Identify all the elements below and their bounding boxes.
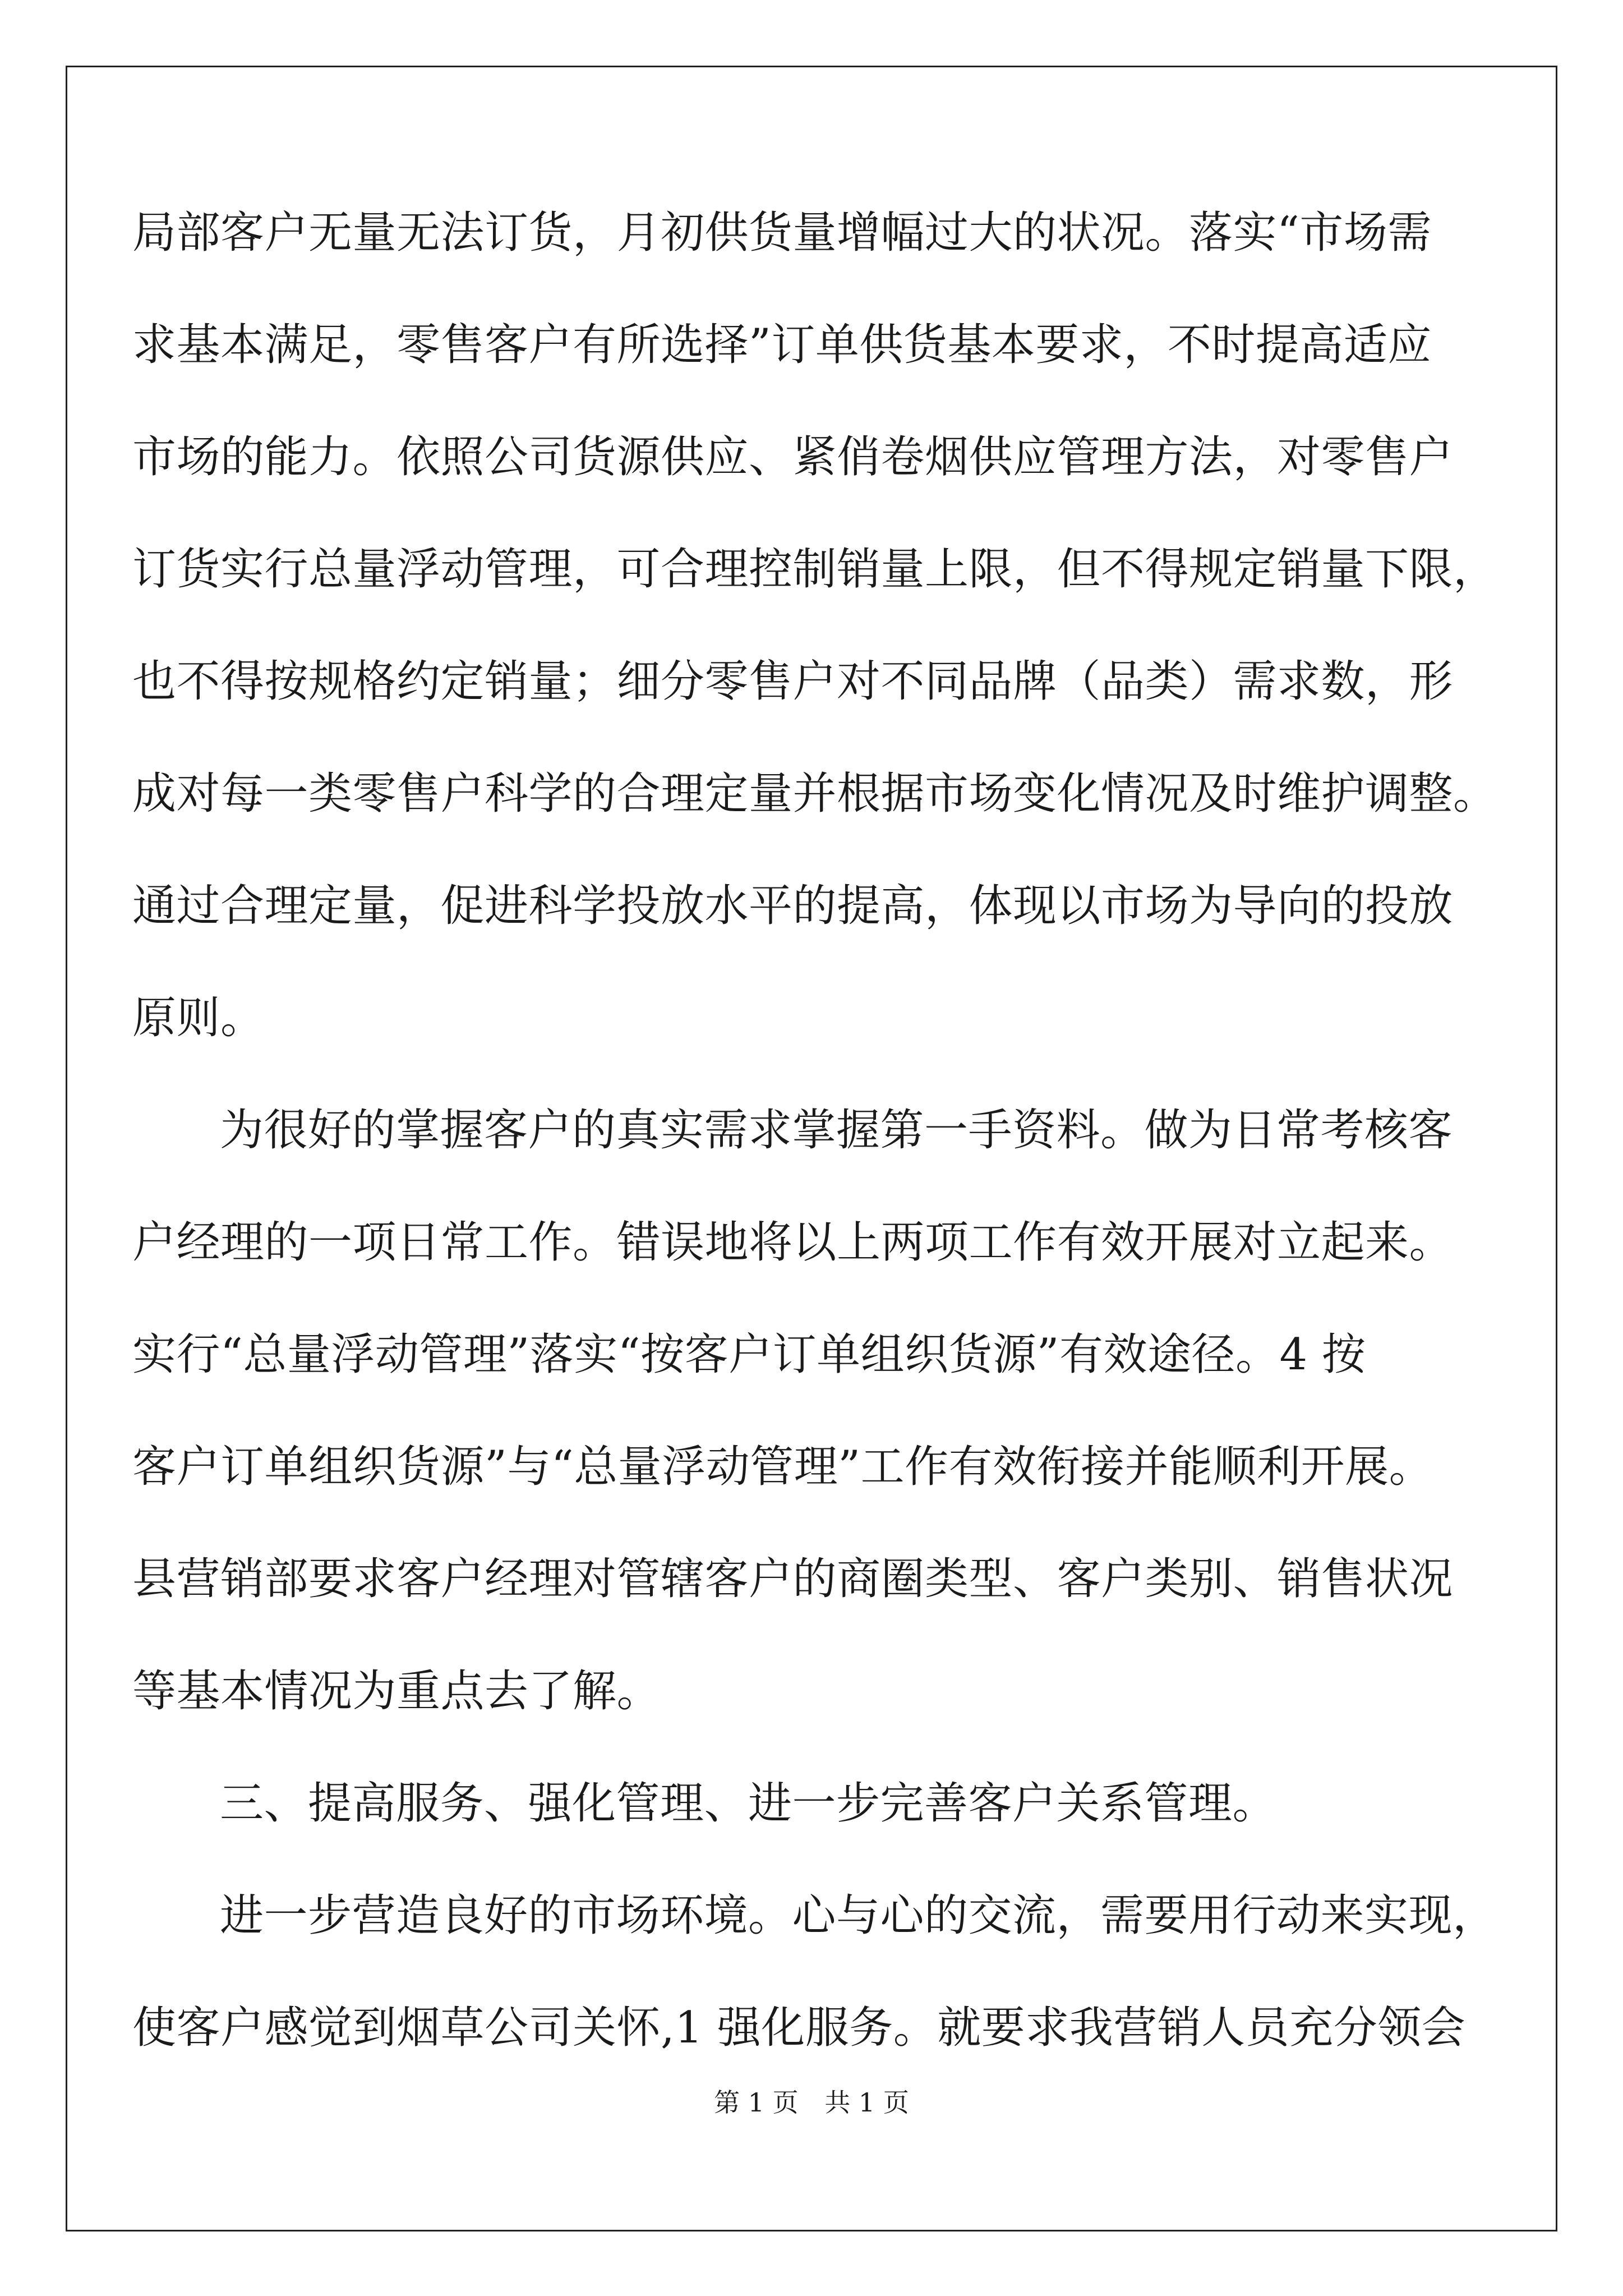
page-footer (0, 2086, 1623, 2119)
text-line: 户经理的一项日常工作。错误地将以上两项工作有效开展对立起来。 (132, 1217, 1454, 1268)
text-line: 进一步营造良好的市场环境。心与心的交流，需要用行动来实现， (220, 1890, 1497, 1941)
document-body (132, 177, 1497, 2084)
text-line: 求基本满足，零售客户有所选择”订单供货基本要求，不时提高适应 (132, 320, 1432, 370)
heading-line: 三、提高服务、强化管理、进一步完善客户关系管理。 (220, 1778, 1277, 1829)
text-line: 局部客户无量无法订货，月初供货量增幅过大的状况。落实“市场需 (132, 208, 1432, 258)
section-heading (132, 1747, 1490, 1860)
text-line: 订货实行总量浮动管理，可合理控制销量上限，但不得规定销量下限， (132, 544, 1497, 595)
text-line: 实行“总量浮动管理”落实“按客户订单组织货源”有效途径。4 按 (132, 1329, 1366, 1380)
page-total: 共 1 页 (824, 2087, 909, 2118)
text-line: 使客户感觉到烟草公司关怀,1 强化服务。就要求我营销人员充分领会 (132, 2003, 1466, 2053)
text-line: 通过合理定量，促进科学投放水平的提高，体现以市场为导向的投放 (132, 881, 1454, 931)
text-line: 市场的能力。依照公司货源供应、紧俏卷烟供应管理方法，对零售户 (132, 432, 1454, 482)
page-number: 第 1 页 (714, 2087, 799, 2118)
paragraph-4 (132, 1860, 1497, 2084)
text-line: 也不得按规格约定销量；细分零售户对不同品牌（品类）需求数，形 (132, 656, 1454, 707)
text-line: 等基本情况为重点去了解。 (132, 1666, 661, 1717)
text-line: 为很好的掌握客户的真实需求掌握第一手资料。做为日常考核客 (220, 1105, 1453, 1156)
paragraph-2 (132, 1074, 1490, 1747)
text-line: 客户订单组织货源”与“总量浮动管理”工作有效衔接并能顺利开展。 (132, 1442, 1433, 1492)
paragraph-1 (132, 177, 1497, 1074)
text-line: 成对每一类零售户科学的合理定量并根据市场变化情况及时维护调整。 (132, 769, 1497, 819)
text-line: 原则。 (132, 993, 265, 1043)
text-line: 县营销部要求客户经理对管辖客户的商圈类型、客户类别、销售状况 (132, 1554, 1454, 1604)
